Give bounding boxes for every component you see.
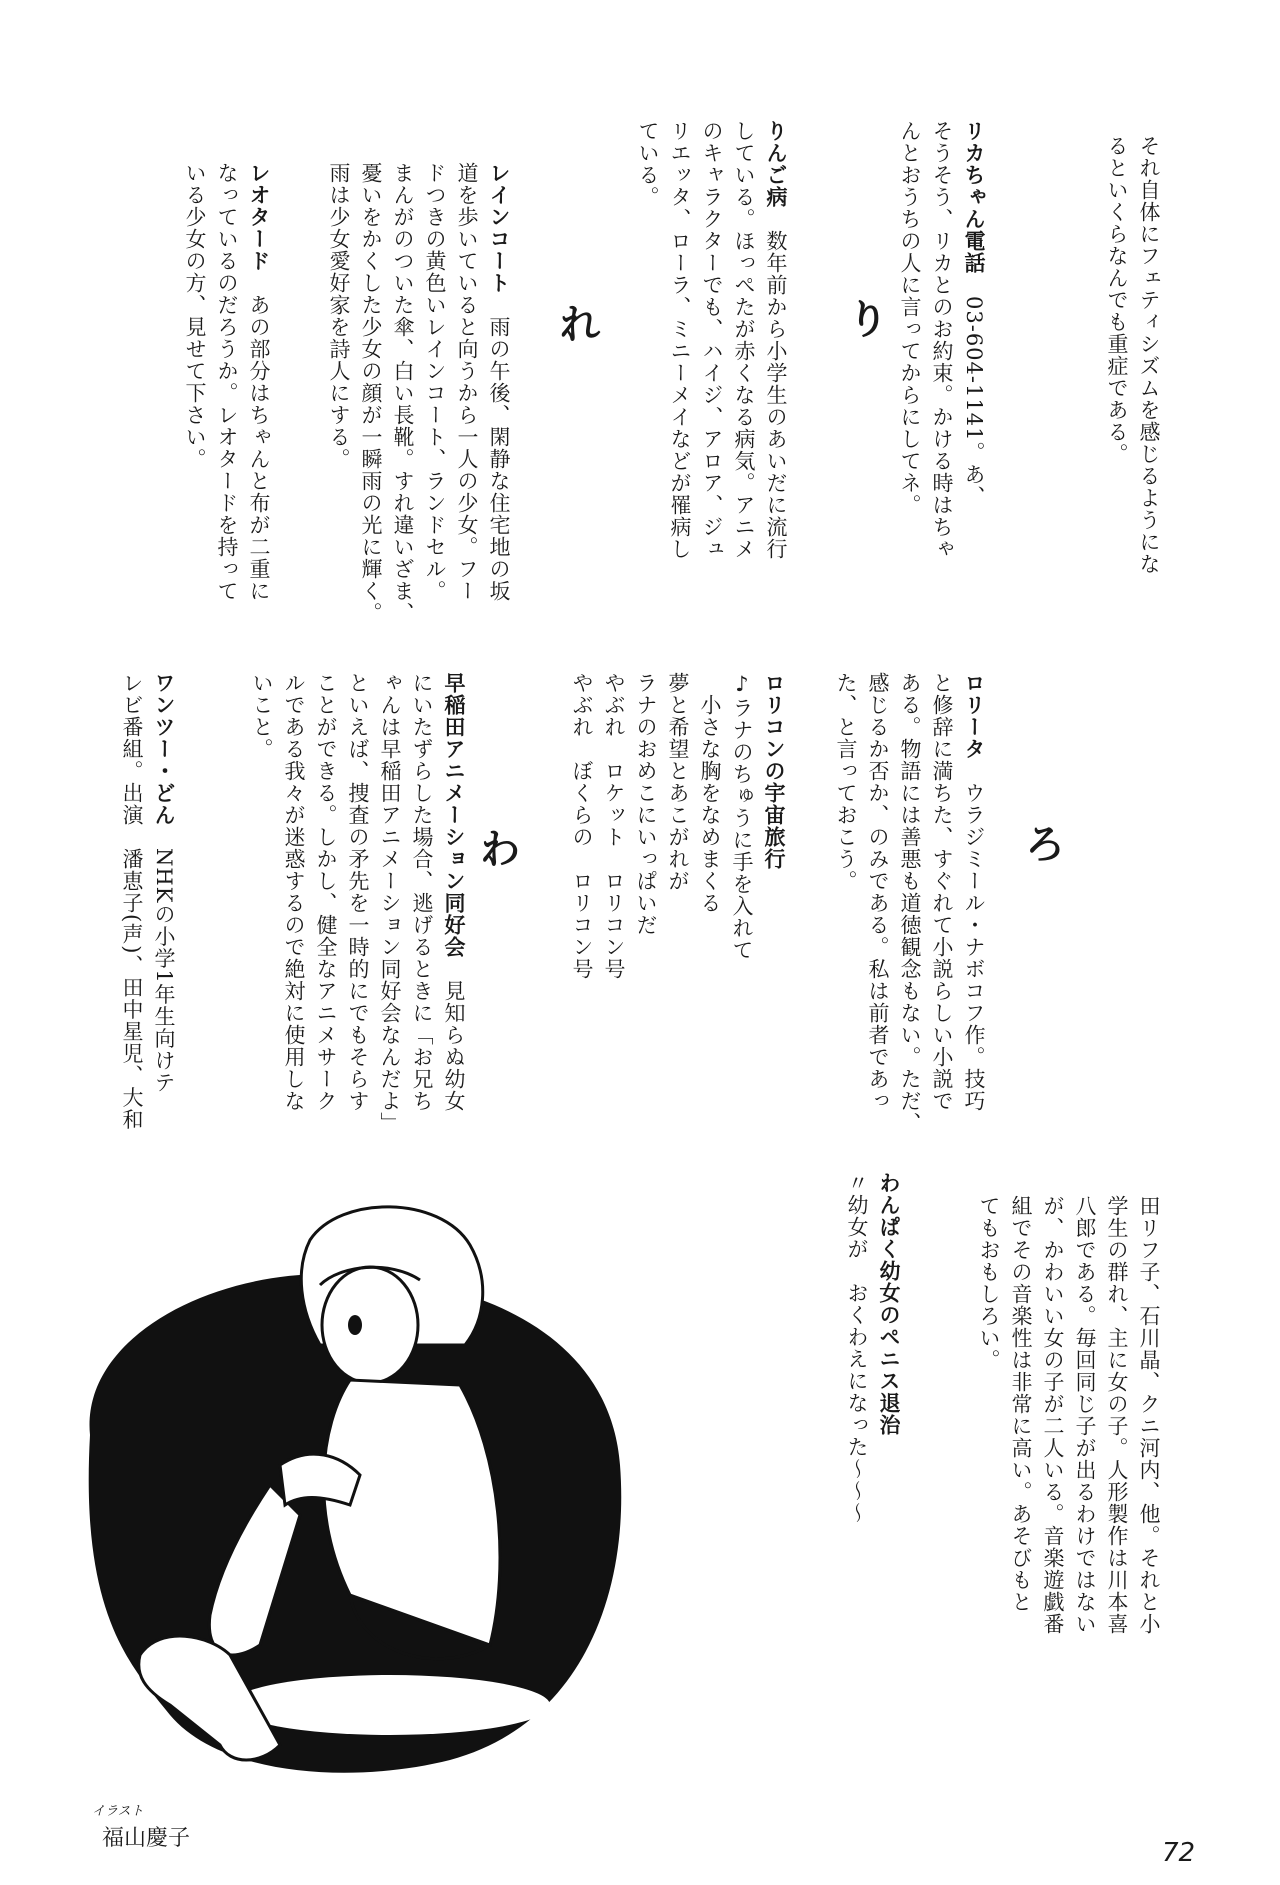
entry-term: わんぱく幼女のペニス退治 — [877, 1172, 902, 1436]
entry-rika-chan-denwa: リカちゃん電話 03-604-1141。あ、 そうそう、リカとのお約束。かける時はちゃ んとおうちの人に言ってからにしてネ。 — [898, 120, 987, 560]
entry-ringo-byou: りんご病 数年前から小学生のあいだに流行 している。ほっぺたが赤くなる病気。アニメ のキャラクターでも、ハイジ、アロア、ジュ リエッタ、ローラ、ミニーメイなどが罹病し ている。 — [636, 120, 789, 560]
entry-term: リカちゃん電話 — [962, 120, 987, 274]
entry-leotard: レオタード あの部分はちゃんと布が二重に なっているのだろうか。レオタードを持って いる少女の方、見せて下さい。 — [183, 162, 272, 602]
entry-one-two-don-a: ワンツー・どん NHKの小学1年生向けテ レビ番組。出演 潘恵子(声)、田中星児、大和 — [120, 672, 177, 1131]
section-heading-wa: わ — [480, 827, 520, 873]
entry-term: ロリータ — [962, 672, 987, 760]
face — [322, 1267, 418, 1383]
section-heading-ri: り — [848, 297, 888, 343]
entry-lolicon-uchuu-ryokou: ロリコンの宇宙旅行 ♪ラナのちゅうに手を入れて 小さな胸をなめまくる 夢と希望とあこがれが ラナのおめこにいっぱいだ やぶれ ロケット ロリコン号 やぶれ ぼくらの ロリコン号 — [566, 672, 790, 980]
ri-intro: それ自体にフェティシズムを感じるようにな るといくらなんでも重症である。 — [1105, 135, 1161, 575]
entry-wanpaku-youjo: わんぱく幼女のペニス退治 〃幼女が おくわえになった〜〜〜 — [841, 1172, 905, 1524]
eye — [348, 1315, 362, 1335]
floor-highlight — [230, 1675, 550, 1735]
seated-girl-illustration — [20, 1185, 640, 1785]
entry-term: レオタード — [247, 162, 272, 272]
entry-term: レインコート — [487, 162, 512, 294]
entry-waseda-anime: 早稲田アニメーション同好会 見知らぬ幼女 にいたずらした場合、逃げるときに「お兄ち ゃんは早稲田アニメーション同好会なんだよ」 といえば、捜査の矛先を一時的にでもそらす ことができる。しかし、健全なアニメサーク ルである我々が迷惑するので絶対に使用しな いこと。 — [250, 672, 467, 1134]
illustration-credit — [92, 1800, 190, 1852]
entry-raincoat: レインコート 雨の午後、閑静な住宅地の坂 道を歩いていると向うから一人の少女。フー ドつきの黄色いレインコート、ランドセル。 まんがのついた傘、白い長靴。すれ違いざま、 憂いをかくした少女の顔が一瞬雨の光に輝く。 雨は少女愛好家を詩人にする。 — [327, 162, 512, 624]
section-heading-ro: ろ — [1025, 822, 1065, 868]
entry-lolita: ロリータ ウラジミール・ナボコフ作。技巧 と修辞に満ちた、すぐれて小説らしい小説で ある。物語には善悪も道徳観念もない。ただ、 感じるか否か、のみである。私は前者であっ た、と言っておこう。 — [834, 672, 987, 1134]
entry-term: ロリコンの宇宙旅行 — [762, 672, 787, 870]
page-number: 72 — [1162, 1838, 1196, 1868]
section-heading-re: れ — [560, 302, 600, 348]
entry-term: りんご病 — [764, 120, 789, 208]
entry-term: 早稲田アニメーション同好会 — [442, 672, 467, 958]
entry-term: ワンツー・どん — [152, 672, 177, 826]
illustration-credit-name: 福山慶子 — [102, 1826, 191, 1851]
entry-one-two-don-b: 田リフ子、石川晶、クニ河内、他。それと小 学生の群れ、主に女の子。人形製作は川本喜 八郎である。毎回同じ子が出るわけではない が、かわいい女の子が二人いる。音楽遊戯番 組でその音楽性は非常に高い。あそびもと てもおもしろい。 — [977, 1195, 1161, 1635]
illustration-credit-label: イラスト — [92, 1804, 144, 1819]
